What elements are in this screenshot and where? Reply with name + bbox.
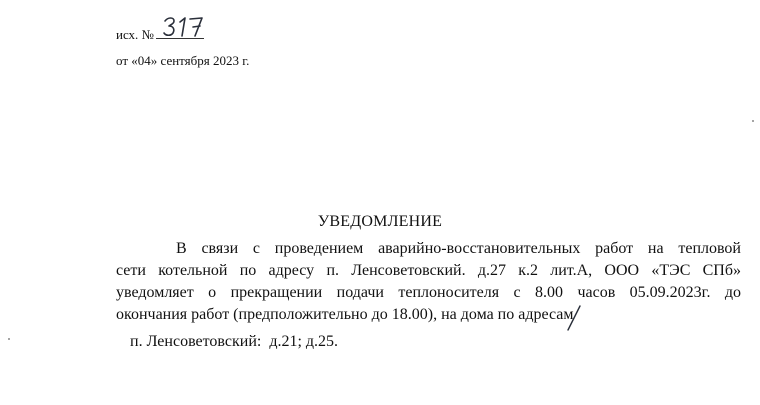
scan-speck (8, 338, 10, 340)
notice-body-line-3: уведомляет о прекращении подачи теплоносителя с 8.00 часов 05.09.2023г. до (116, 284, 741, 301)
handwritten-correction-mark (564, 304, 582, 332)
outgoing-ref-label: исх. № (116, 27, 154, 42)
ref-number-underline (156, 38, 204, 39)
scan-speck (752, 120, 754, 122)
notice-body-line-1: В связи с проведением аварийно-восстановительных работ на тепловой (176, 240, 741, 257)
document-date: от «04» сентября 2023 г. (116, 53, 250, 68)
notice-body-line-4: окончания работ (предположительно до 18.00), на дома по адресам (116, 306, 574, 323)
notice-body (116, 238, 741, 326)
notice-address-list: п. Ленсоветовский: д.21; д.25. (130, 333, 339, 350)
notice-title: УВЕДОМЛЕНИЕ (317, 213, 443, 230)
notice-body-line-2: сети котельной по адресу п. Ленсоветовский. д.27 к.2 лит.А, ООО «ТЭС СПб» (116, 262, 741, 279)
